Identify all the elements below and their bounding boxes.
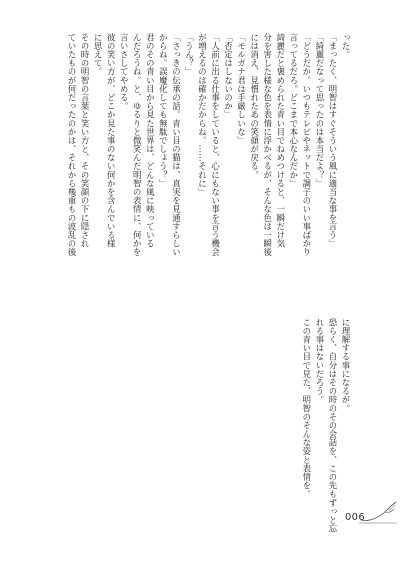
text-line: 「モルガナ君は手厳しいな」	[236, 33, 247, 145]
text-line: 言いさしてやめる。	[119, 33, 130, 111]
text-line: 「綺麗だなって思ったのは本当だよ？」	[314, 33, 325, 188]
text-line: 「否定はしないのか」	[223, 33, 234, 119]
page-number: 006	[345, 512, 365, 523]
text-line: 「人前に出る仕事をしていると、心にもない事を言う機会	[210, 33, 221, 257]
text-line: 「まったく、明智はすぐそういう風に適当な事を言う」	[327, 33, 338, 248]
text-line: その時の明智の言葉と笑い方と、その笑顔の下に隠され	[80, 33, 91, 248]
text-line: 分を害した様な色を表情に浮かべるが、そんな色は一瞬後	[262, 33, 273, 257]
text-line: 彼の笑い方が、どこか見た事のない何かを含んでいる様	[106, 33, 117, 248]
text-line: 恐らく、自分はその時のその会話を、この先もずっと忘	[327, 318, 338, 533]
lower-text-block	[300, 318, 352, 533]
text-line: には消え、見慣れたあの笑顔が戻る。	[249, 33, 260, 180]
text-line: この青い目で見た、明智のそんな姿と表情を。	[301, 318, 312, 499]
text-line: に思えて。	[93, 33, 104, 76]
text-line: が増えるのは確かだからね。……それに」	[197, 33, 208, 197]
text-line: 綺麗だと褒められた青い目でねめつけると、一瞬だけ気	[275, 33, 286, 248]
text-line: 「さっきの伝承の話。青い目の猫は、真実を見通すらしい	[171, 33, 182, 257]
text-line: に理解する事になるが。	[341, 318, 351, 413]
text-line: 「どうだか。いつもテレビやネットで調子のいい事ばかり	[301, 33, 312, 257]
text-line: からね。誤魔化しても無駄でしょう？」	[158, 33, 169, 188]
text-line: 君のその青い目から見た世界は、どんな風に映っている	[145, 33, 156, 248]
text-line: れる事はないだろう。	[314, 318, 325, 404]
text-line: 「うん？」	[184, 33, 195, 76]
text-line: 言ってるだろ。どこまで本心なんだか」	[288, 33, 299, 188]
text-line: ていたものが何だったのかは、それから幾重もの波乱の後	[67, 33, 78, 257]
text-line: んだろうね。と、ゆるりと微笑んだ明智の表情に、何かを	[132, 33, 143, 257]
upper-text-block	[65, 33, 352, 323]
text-line: った。	[341, 33, 351, 59]
